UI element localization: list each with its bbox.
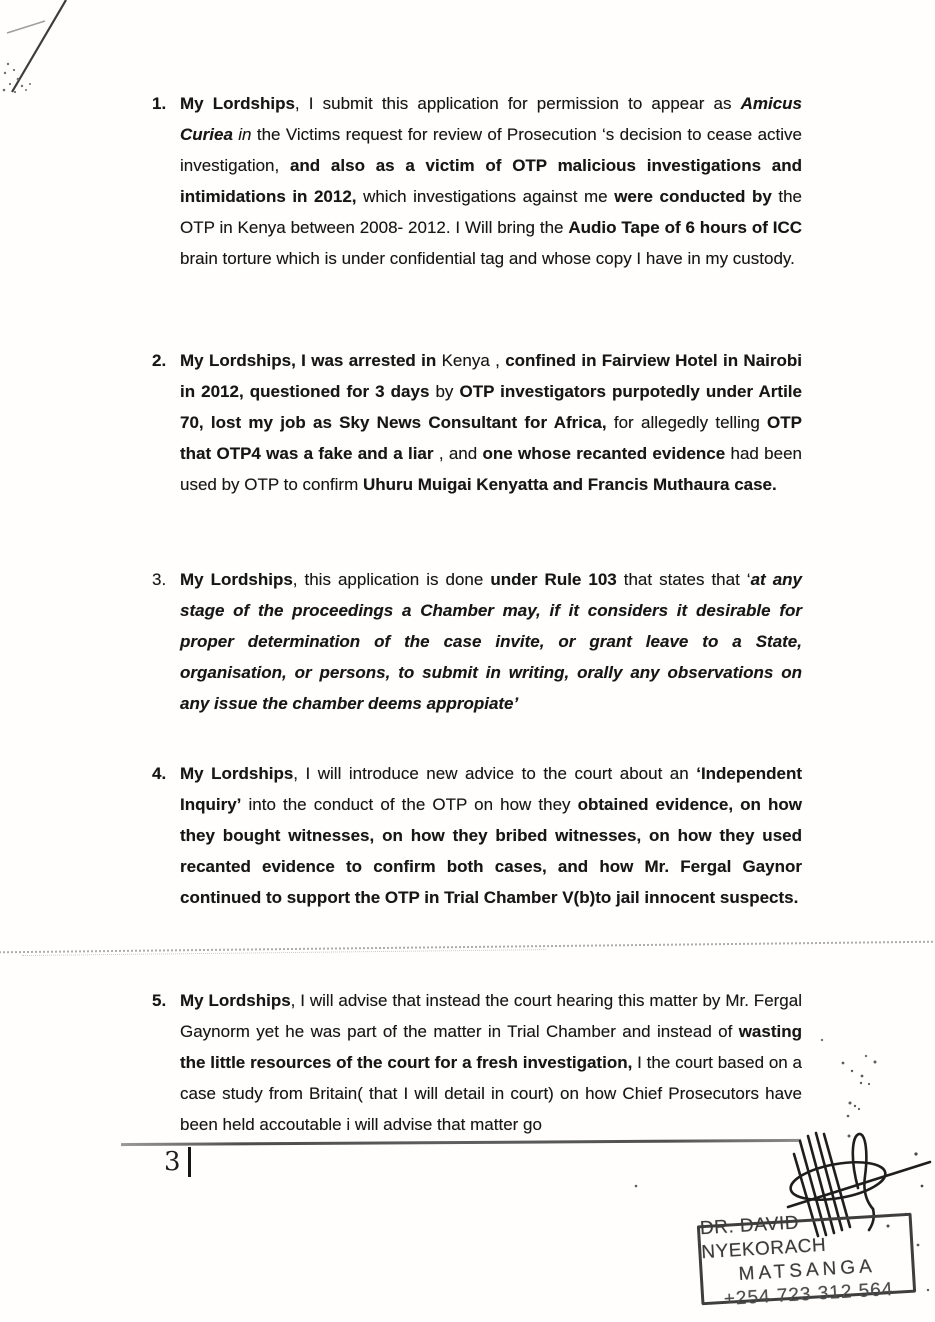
text-run: I the court based on a case study from Britain( that I will detail in court) on how Chief Prosecutors have been held accoutable i will advise that matter go	[180, 1053, 803, 1134]
text-run: My Lordships	[180, 764, 294, 783]
paragraph	[152, 758, 802, 913]
text-run: My Lordships	[180, 991, 291, 1010]
text-run: My Lordships, I was arrested in	[180, 351, 437, 370]
text-run: Kenya ,	[436, 351, 506, 370]
paragraph-number: 4.	[152, 764, 167, 783]
stamp-phone: +254 723 312 564	[723, 1278, 894, 1310]
paragraph	[152, 345, 802, 500]
paragraph-text	[180, 345, 802, 500]
text-run: for allegedly telling	[606, 413, 768, 432]
text-run: Amicus Curiea	[180, 94, 802, 144]
text-run: , I will advise that instead the court hearing this matter by Mr. Fergal Gaynorm yet he was part of the matter in Trial Chamber and instead of	[180, 991, 802, 1041]
text-run: the Victims request for review of Prosecution ‘s decision to cease active investigation,	[180, 125, 802, 175]
text-run: by	[429, 382, 460, 401]
page-number-bar-icon	[188, 1147, 192, 1177]
text-run: and also as a victim of OTP malicious investigations and intimidations in 2012,	[180, 156, 802, 206]
paragraph	[152, 985, 802, 1140]
text-run: OTP that OTP4 was a fake and a liar	[180, 413, 802, 463]
text-run: in	[232, 125, 252, 144]
text-run: into the conduct of the OTP on how they	[241, 795, 578, 814]
text-run: , this application is done	[292, 570, 491, 589]
page-number: 3	[164, 1147, 181, 1177]
paragraph-text	[180, 758, 802, 913]
text-run: at any stage of the proceedings a Chamber may, if it considers it desirable for proper determination of the case invite, or grant leave to a State, organisation, or persons, to submit in writing, orally any observations on any issue the chamber deems appropiate’	[180, 570, 802, 713]
stamp	[697, 1212, 916, 1310]
text-run: wasting the little resources of the court for a fresh investigation,	[180, 1022, 802, 1072]
text-run: one whose recanted evidence	[482, 444, 726, 463]
stamp-name-line1: DR. DAVID NYEKORACH	[699, 1212, 827, 1264]
text-run: My Lordships	[180, 570, 293, 589]
text-run: were conducted by	[614, 187, 772, 206]
text-run: confined in Fairview Hotel in Nairobi in 2012, questioned for 3 days	[180, 351, 802, 401]
text-run: ‘Independent Inquiry’	[180, 764, 802, 814]
text-run: , I submit this application for permission to appear as	[294, 94, 741, 113]
paragraph-text	[180, 564, 802, 719]
text-run: Audio Tape of 6 hours of ICC	[568, 218, 802, 237]
text-run: OTP investigators purpotedly under Artile 70, lost my job as Sky News Consultant for Africa,	[180, 382, 802, 432]
fold-line	[0, 941, 935, 954]
text-run: , and	[433, 444, 483, 463]
text-run: brain torture which is under confidential tag and whose copy I have in my custody.	[180, 249, 795, 268]
paragraph	[152, 564, 802, 719]
paragraph-number: 2.	[152, 351, 167, 370]
corner-fold-mark-icon	[0, 0, 170, 125]
page-number-block	[164, 1147, 191, 1177]
text-run: which investigations against me	[356, 187, 615, 206]
text-run: My Lordships	[180, 94, 295, 113]
paragraph	[152, 88, 802, 274]
text-run: had been used by OTP to confirm	[180, 444, 802, 494]
text-run: , I will introduce new advice to the court about an	[293, 764, 697, 783]
text-run: that states that ‘	[616, 570, 751, 589]
text-run: the OTP in Kenya between 2008- 2012. I Will bring the	[180, 187, 803, 237]
paragraph-number: 1.	[152, 94, 167, 113]
paragraph-text	[180, 88, 802, 274]
text-run: Uhuru Muigai Kenyatta and Francis Muthaura case.	[362, 475, 777, 494]
text-run: under Rule 103	[490, 570, 617, 589]
text-run: obtained evidence, on how they bought witnesses, on how they bribed witnesses, on how they used recanted evidence to confirm both cases, and how Mr. Fergal Gaynor continued to support the OTP in Trial Chamber V(b)to jail innocent suspects.	[180, 795, 802, 907]
paragraph-number: 3.	[152, 570, 167, 589]
stamp-name-line2: MATSANGA	[738, 1255, 877, 1286]
paragraph-text	[180, 985, 802, 1140]
paragraph-number: 5.	[152, 991, 167, 1010]
